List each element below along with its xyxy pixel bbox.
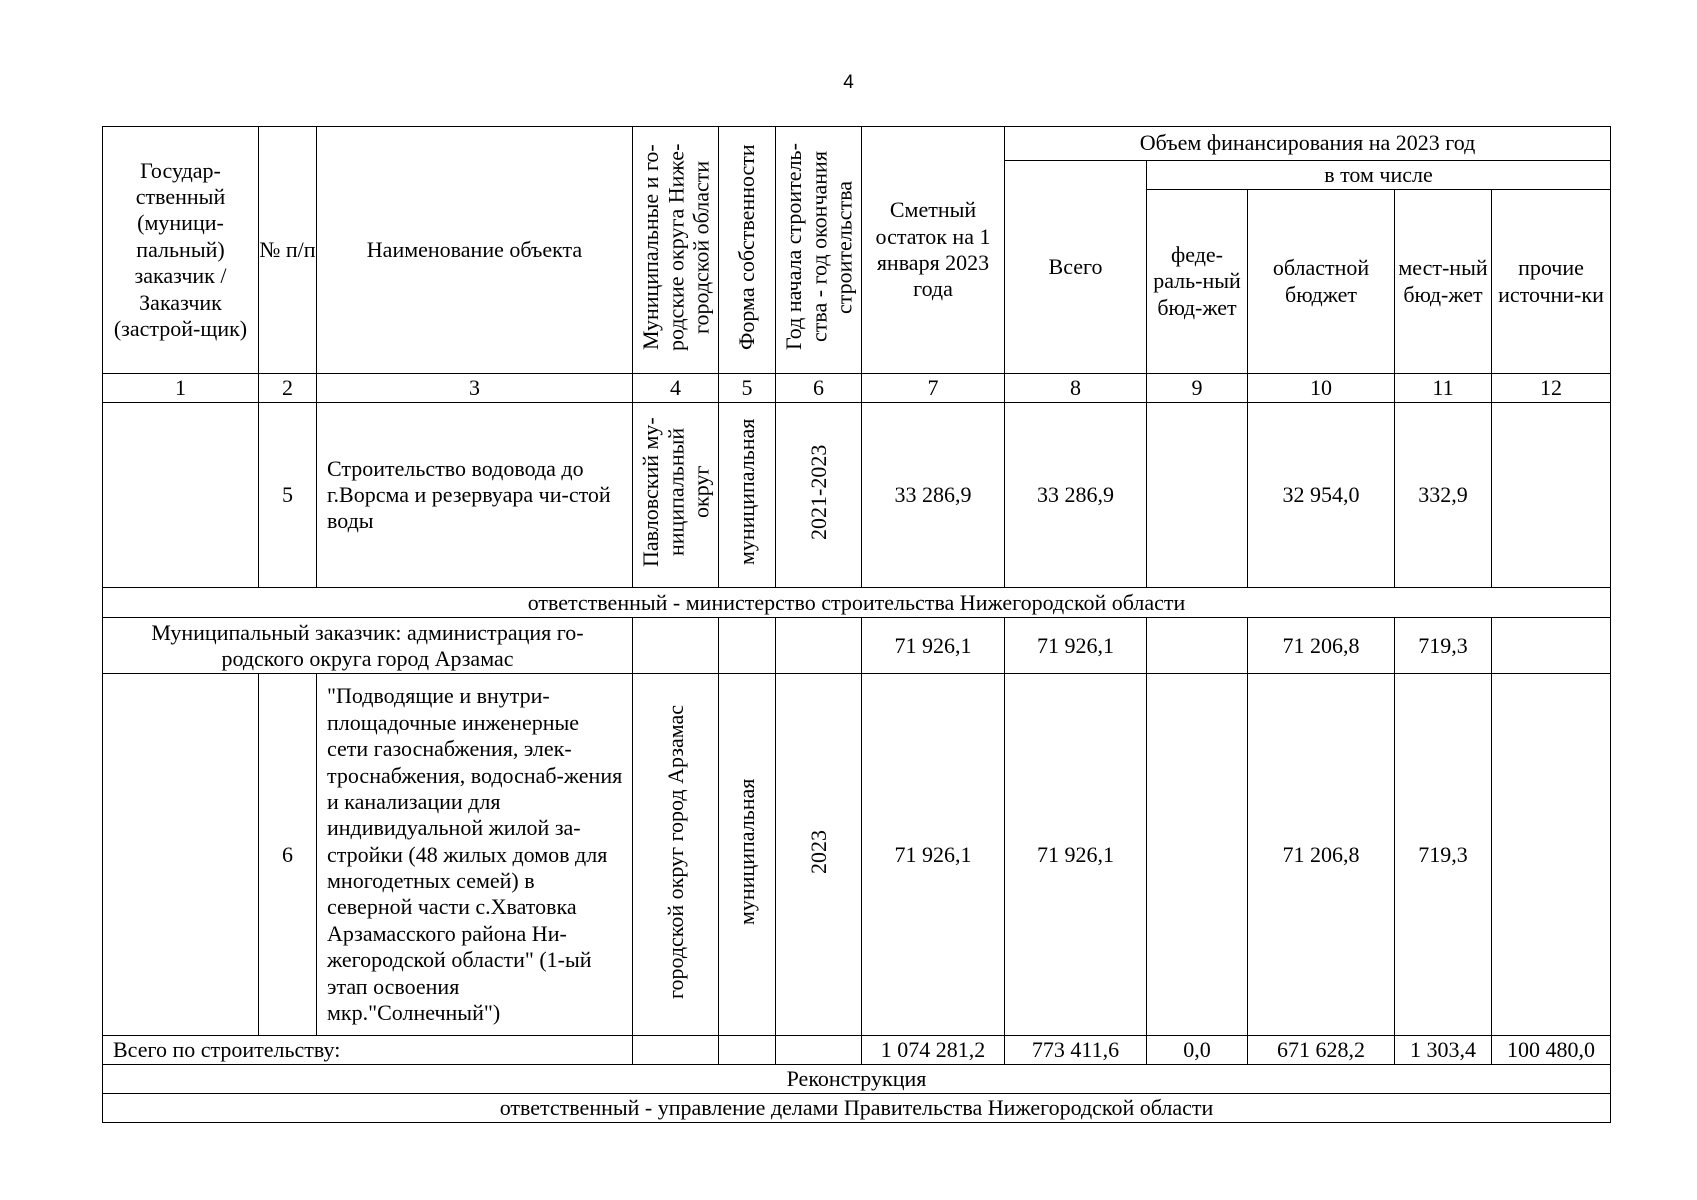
column-numbers-row	[103, 374, 1611, 403]
customer-row	[103, 618, 1611, 674]
col-num-10: 10	[1248, 374, 1395, 403]
header-ownership: Форма собственности	[719, 127, 776, 374]
row6-federal	[1147, 674, 1248, 1036]
row5-federal	[1147, 403, 1248, 588]
section-row	[103, 1094, 1611, 1123]
col-num-8: 8	[1005, 374, 1147, 403]
row6-name: "Подводящие и внутри-площадочные инженерные сети газоснабжения, элек-троснабжения, водоснаб-жения и канализации для индивидуальной жилой за-стройки (48 жилых домов для многодетных семей) в северной части с.Хватовка Арзамасского района Ни-жегородской области" (1-ый этап освоения мкр."Солнечный")	[317, 674, 633, 1036]
col-num-1: 1	[103, 374, 259, 403]
customer-total: 71 926,1	[1005, 618, 1147, 674]
row6-customer	[103, 674, 259, 1036]
row5-total: 33 286,9	[1005, 403, 1147, 588]
row6-years: 2023	[776, 674, 862, 1036]
col-num-11: 11	[1395, 374, 1492, 403]
financing-table	[102, 126, 1611, 1123]
total-other: 100 480,0	[1492, 1036, 1611, 1065]
total-label: Всего по строительству:	[103, 1036, 633, 1065]
total-municipality	[633, 1036, 719, 1065]
header-row-1	[103, 127, 1611, 161]
header-object-name: Наименование объекта	[317, 127, 633, 374]
row5-remainder: 33 286,9	[862, 403, 1005, 588]
section-row	[103, 1065, 1611, 1094]
customer-other	[1492, 618, 1611, 674]
section-responsible-ministry: ответственный - министерство строительства Нижегородской области	[103, 588, 1611, 618]
header-total: Всего	[1005, 161, 1147, 374]
total-federal: 0,0	[1147, 1036, 1248, 1065]
header-municipality: Муниципальные и го-родские округа Ниже-городской области	[633, 127, 719, 374]
header-regional: областной бюджет	[1248, 190, 1395, 374]
header-local: мест-ный бюд-жет	[1395, 190, 1492, 374]
customer-remainder: 71 926,1	[862, 618, 1005, 674]
col-num-3: 3	[317, 374, 633, 403]
customer-ownership	[719, 618, 776, 674]
col-num-5: 5	[719, 374, 776, 403]
row5-name: Строительство водовода до г.Ворсма и резервуара чи-стой воды	[317, 403, 633, 588]
header-financing: Объем финансирования на 2023 год	[1005, 127, 1611, 161]
header-remainder: Сметный остаток на 1 января 2023 года	[862, 127, 1005, 374]
row5-customer	[103, 403, 259, 588]
row6-regional: 71 206,8	[1248, 674, 1395, 1036]
row5-local: 332,9	[1395, 403, 1492, 588]
col-num-12: 12	[1492, 374, 1611, 403]
row6-remainder: 71 926,1	[862, 674, 1005, 1036]
customer-municipality	[633, 618, 719, 674]
row6-ownership: муниципальная	[719, 674, 776, 1036]
customer-years	[776, 618, 862, 674]
row5-ownership: муниципальная	[719, 403, 776, 588]
header-federal: феде-раль-ный бюд-жет	[1147, 190, 1248, 374]
row6-other	[1492, 674, 1611, 1036]
header-years: Год начала строитель-ства - год окончания строительства	[776, 127, 862, 374]
customer-label: Муниципальный заказчик: администрация го-родского округа город Арзамас	[103, 618, 633, 674]
row6-total: 71 926,1	[1005, 674, 1147, 1036]
col-num-2: 2	[259, 374, 317, 403]
row5-regional: 32 954,0	[1248, 403, 1395, 588]
col-num-6: 6	[776, 374, 862, 403]
total-total: 773 411,6	[1005, 1036, 1147, 1065]
header-including: в том числе	[1147, 161, 1611, 190]
header-num: № п/п	[259, 127, 317, 374]
row5-municipality: Павловский му-ниципальный округ	[633, 403, 719, 588]
section-row	[103, 588, 1611, 618]
header-other: прочие источни-ки	[1492, 190, 1611, 374]
row6-municipality: городской округ город Арзамас	[633, 674, 719, 1036]
table-row	[103, 403, 1611, 588]
customer-federal	[1147, 618, 1248, 674]
total-ownership	[719, 1036, 776, 1065]
total-remainder: 1 074 281,2	[862, 1036, 1005, 1065]
customer-regional: 71 206,8	[1248, 618, 1395, 674]
table-row	[103, 674, 1611, 1036]
row6-num: 6	[259, 674, 317, 1036]
col-num-9: 9	[1147, 374, 1248, 403]
total-years	[776, 1036, 862, 1065]
customer-local: 719,3	[1395, 618, 1492, 674]
total-row	[103, 1036, 1611, 1065]
col-num-4: 4	[633, 374, 719, 403]
row6-local: 719,3	[1395, 674, 1492, 1036]
row5-years: 2021-2023	[776, 403, 862, 588]
page-number: 4	[843, 72, 854, 93]
section-responsible-government: ответственный - управление делами Правительства Нижегородской области	[103, 1094, 1611, 1123]
total-regional: 671 628,2	[1248, 1036, 1395, 1065]
row5-other	[1492, 403, 1611, 588]
col-num-7: 7	[862, 374, 1005, 403]
header-customer: Государ-ственный (муници-пальный) заказчик / Заказчик (застрой-щик)	[103, 127, 259, 374]
row5-num: 5	[259, 403, 317, 588]
section-reconstruction: Реконструкция	[103, 1065, 1611, 1094]
total-local: 1 303,4	[1395, 1036, 1492, 1065]
